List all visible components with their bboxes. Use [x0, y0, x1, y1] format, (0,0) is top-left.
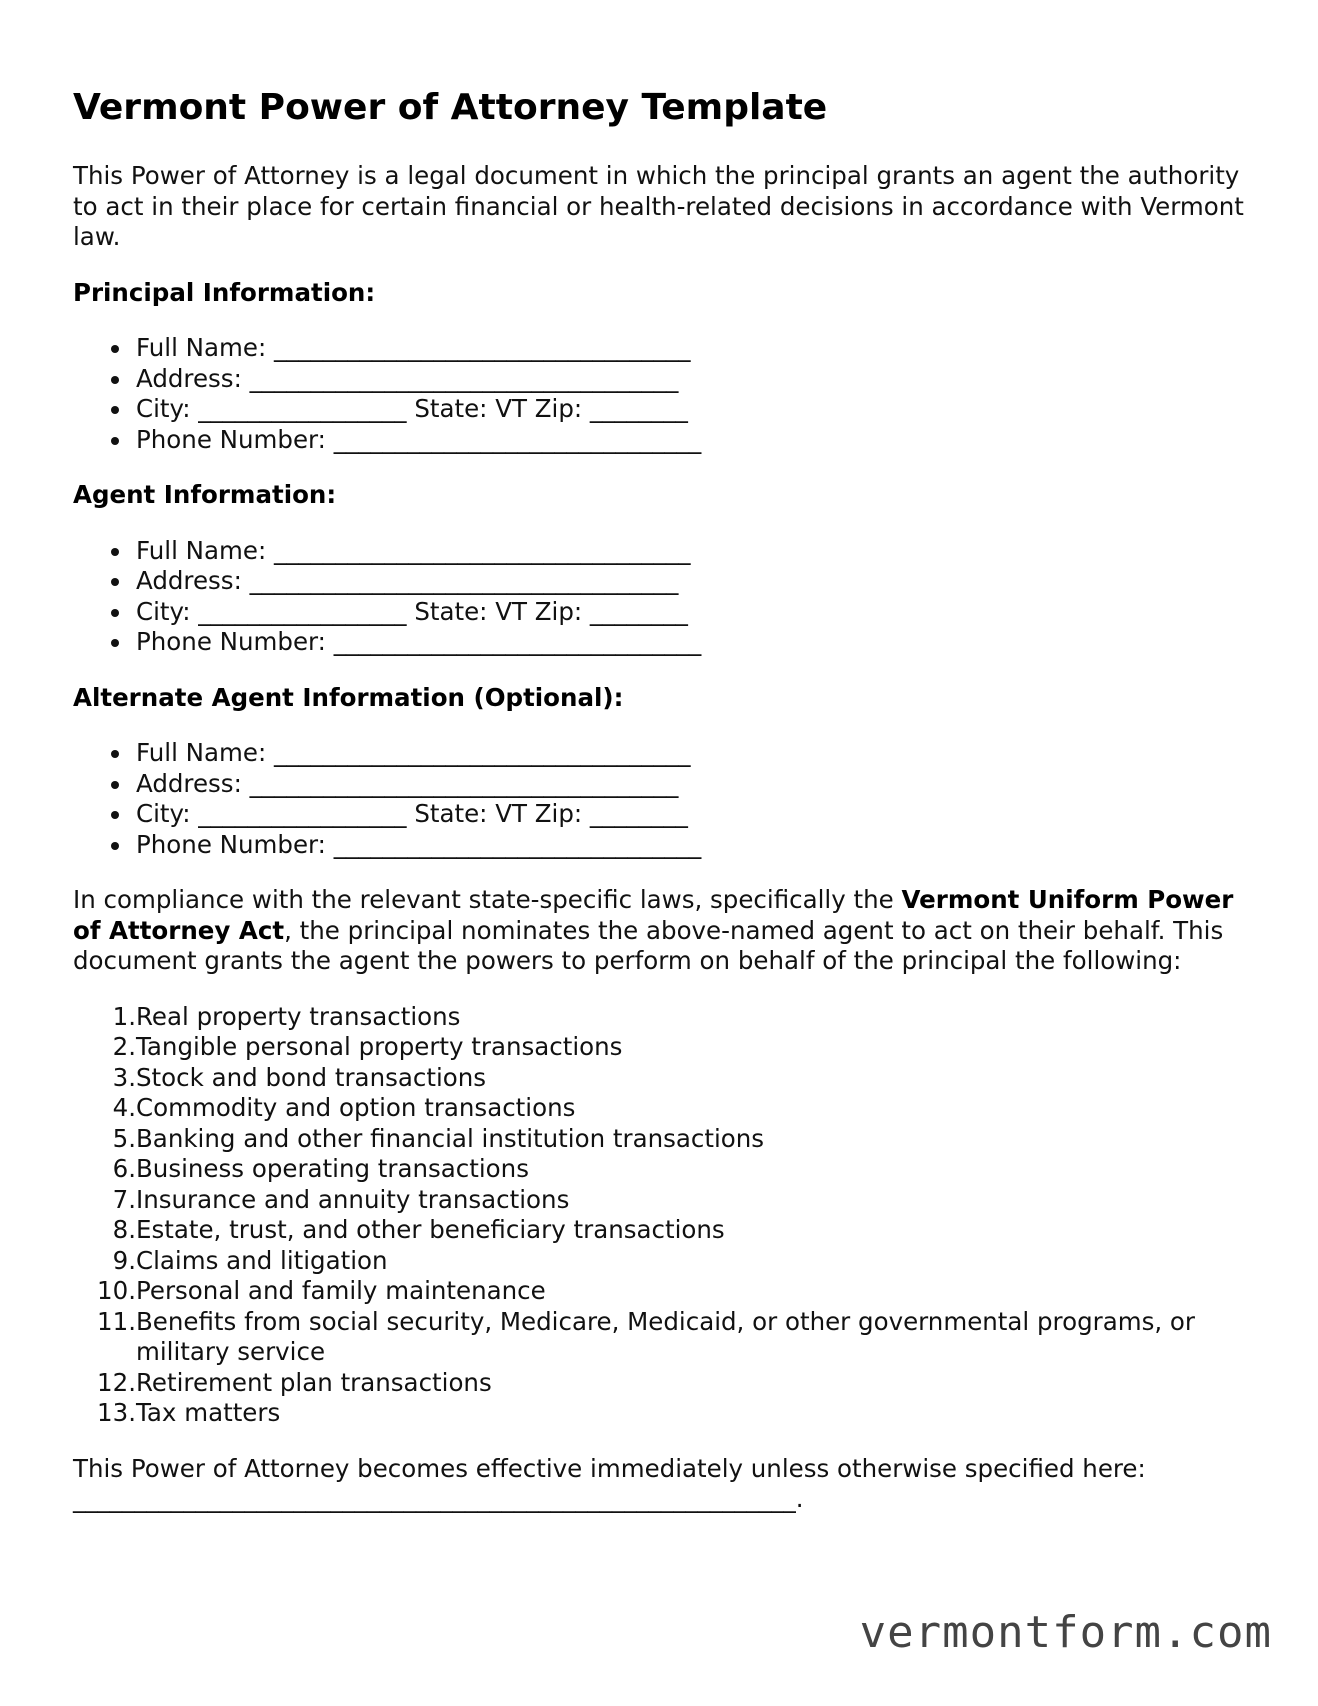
section-heading-principal: Principal Information:	[73, 277, 376, 307]
agent-phone-field: Phone Number: ______________________________	[136, 627, 1248, 658]
power-number: 4.	[112, 1093, 136, 1122]
agent-address-field: Address: ___________________________________	[136, 566, 1248, 597]
principal-address-field: Address: ___________________________________	[136, 364, 1248, 395]
principal-fields	[73, 333, 1248, 455]
agent-city-state-zip-field: City: _________________ State: VT Zip: ________	[136, 597, 1248, 628]
agent-full-name-field: Full Name: __________________________________	[136, 536, 1248, 567]
power-text: Estate, trust, and other beneficiary transactions	[136, 1215, 725, 1244]
power-item	[73, 1002, 1248, 1033]
compliance-paragraph	[73, 885, 1248, 977]
power-item	[73, 1215, 1248, 1246]
act-name: Vermont Uniform Power of Attorney Act	[73, 885, 1234, 945]
power-number: 12.	[97, 1367, 136, 1397]
compliance-text-after: , the principal nominates the above-named agent to act on their behalf. This document grants the agent the powers to perform on behalf of the principal the following:	[73, 915, 1224, 975]
powers-list	[73, 1002, 1248, 1429]
power-item	[73, 1185, 1248, 1216]
power-number: 13.	[97, 1398, 136, 1427]
effective-date-paragraph: This Power of Attorney becomes effective immediately unless otherwise specified here:	[73, 1453, 1146, 1483]
power-text: Benefits from social security, Medicare, Medicaid, or other governmental programs, or military service	[136, 1306, 1195, 1366]
power-text: Personal and family maintenance	[136, 1276, 546, 1305]
principal-phone-field: Phone Number: ______________________________	[136, 425, 1248, 456]
power-item	[73, 1246, 1248, 1277]
power-number: 1.	[112, 1001, 136, 1031]
intro-paragraph: This Power of Attorney is a legal document in which the principal grants an agent the authority to act in their place for certain financial or health-related decisions in accordance with Vermont law.	[73, 161, 1244, 251]
power-item	[73, 1032, 1248, 1063]
power-text: Claims and litigation	[136, 1245, 388, 1275]
effective-date-blank: ___________________________________________________________.	[73, 1484, 804, 1513]
power-text: Business operating transactions	[136, 1154, 529, 1183]
power-number: 6.	[112, 1154, 136, 1183]
alternate-agent-fields	[73, 738, 1248, 860]
power-item	[73, 1368, 1248, 1399]
power-text: Banking and other financial institution transactions	[136, 1123, 765, 1153]
power-number: 8.	[112, 1215, 136, 1244]
alternate-agent-section	[73, 683, 1248, 861]
section-heading-alternate-agent: Alternate Agent Information (Optional):	[73, 682, 624, 712]
power-item	[73, 1307, 1248, 1368]
power-item	[73, 1276, 1248, 1307]
agent-section	[73, 480, 1248, 658]
power-item	[73, 1124, 1248, 1155]
power-number: 5.	[112, 1123, 136, 1153]
page-title: Vermont Power of Attorney Template	[73, 87, 828, 128]
alternate-agent-full-name-field: Full Name: __________________________________	[136, 738, 1248, 769]
section-heading-agent: Agent Information:	[73, 480, 337, 509]
principal-full-name-field: Full Name: __________________________________	[136, 333, 1248, 364]
power-text: Tax matters	[136, 1398, 281, 1427]
power-number: 3.	[112, 1062, 136, 1092]
principal-section	[73, 278, 1248, 456]
watermark: vermontform.com	[859, 1607, 1272, 1658]
power-text: Retirement plan transactions	[136, 1367, 492, 1397]
power-item	[73, 1398, 1248, 1429]
power-text: Tangible personal property transactions	[136, 1032, 623, 1061]
principal-city-state-zip-field: City: _________________ State: VT Zip: ________	[136, 394, 1248, 425]
power-item	[73, 1093, 1248, 1124]
power-item	[73, 1063, 1248, 1094]
power-number: 2.	[112, 1032, 136, 1061]
agent-fields	[73, 536, 1248, 658]
power-number: 9.	[112, 1245, 136, 1275]
power-number: 11.	[97, 1306, 136, 1336]
power-text: Insurance and annuity transactions	[136, 1184, 570, 1214]
power-item	[73, 1154, 1248, 1185]
power-text: Commodity and option transactions	[136, 1093, 576, 1122]
alternate-agent-phone-field: Phone Number: ______________________________	[136, 830, 1248, 861]
power-number: 10.	[97, 1276, 136, 1305]
power-number: 7.	[112, 1184, 136, 1214]
compliance-text-before: In compliance with the relevant state-specific laws, specifically the	[73, 885, 902, 914]
alternate-agent-city-state-zip-field: City: _________________ State: VT Zip: ________	[136, 799, 1248, 830]
power-text: Real property transactions	[136, 1001, 461, 1031]
alternate-agent-address-field: Address: ___________________________________	[136, 769, 1248, 800]
power-text: Stock and bond transactions	[136, 1062, 487, 1092]
document-page	[73, 86, 1248, 1515]
